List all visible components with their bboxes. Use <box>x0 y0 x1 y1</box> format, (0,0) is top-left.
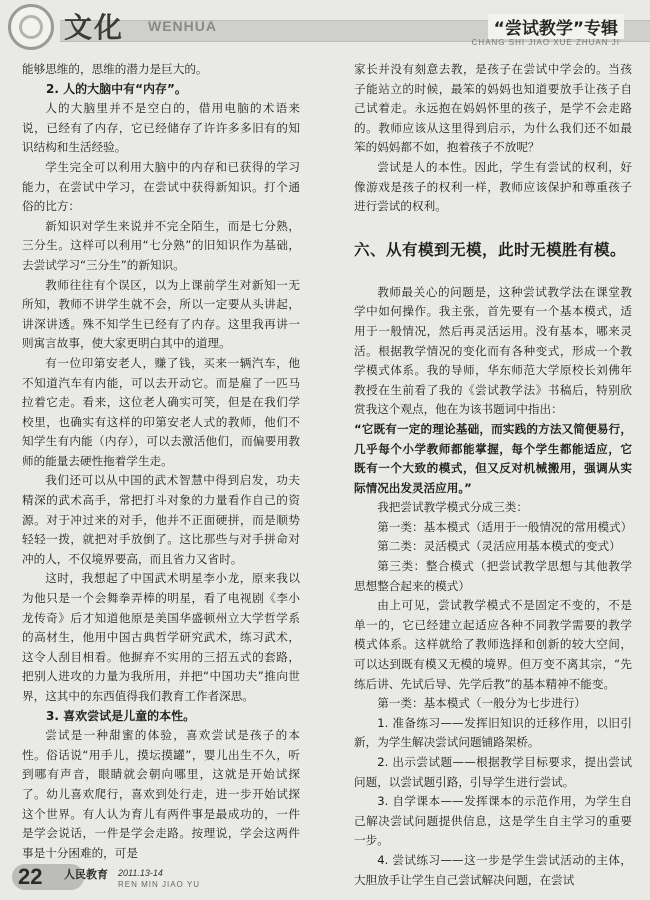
step-item: 3. 自学课本——发挥课本的示范作用，为学生自己解决尝试问题提供信息，这是学生自主学习的重要一步。 <box>354 794 632 848</box>
page-footer <box>0 856 650 900</box>
step-item: 1. 准备练习——发挥旧知识的迁移作用，以旧引新，为学生解决尝试问题铺路架桥。 <box>354 715 632 750</box>
special-issue-title: “尝试教学”专辑 <box>488 14 624 39</box>
page-header <box>0 0 650 62</box>
paragraph: 第一类：基本模式（一般分为七步进行） <box>377 696 586 711</box>
column-title: 文化 <box>64 11 125 44</box>
magazine-pinyin: REN MIN JIAO YU <box>118 880 200 889</box>
column-logo-icon <box>8 4 54 50</box>
quotation: “它既有一定的理论基础，而实践的方法又简便易行，几乎每个小学教师都能掌握，每个学生都能适应，它既有一个大致的模式，但又反对机械搬用，强调从实际情况出发灵活应用。” <box>354 421 632 495</box>
page-number: 22 <box>18 864 43 889</box>
paragraph: 教师往往有个误区，以为上课前学生对新知一无所知，教师不讲学生就不会，所以一定要从头讲起，讲深讲透。殊不知学生已经有了内存。这里我再讲一则寓言故事，使大家更明白其中的道理。 <box>22 277 300 351</box>
section-heading: 六、从有模到无模，此时无模胜有模。 <box>354 240 627 259</box>
issue-number: 2011.13-14 <box>118 868 163 878</box>
special-issue-pinyin: CHANG SHI JIAO XUE ZHUAN JI <box>471 38 620 47</box>
column-title-en: WENHUA <box>148 18 217 34</box>
paragraph: 新知识对学生来说并不完全陌生，而是七分熟，三分生。这样可以利用“七分熟”的旧知识作为基础，去尝试学习“三分生”的新知识。 <box>22 218 300 272</box>
paragraph: 我们还可以从中国的武术智慧中得到启发，功夫精深的武术高手，常把打斗对象的力量看作自己的资源。对于冲过来的对手，他并不正面硬拼，而是顺势轻轻一拨，就把对手放倒了。这比那些与对手拼命对冲的人，不仅境界要高，而且省力又省时。 <box>22 473 300 566</box>
paragraph: 第三类：整合模式（把尝试教学思想与其他教学思想整合起来的模式） <box>354 559 632 593</box>
subheading: 2. 人的大脑中有“内存”。 <box>46 81 187 96</box>
paragraph: 有一位印第安老人，赚了钱，买来一辆汽车，他不知道汽车有内能，可以去开动它。而是雇了一匹马拉着它走。看来，这位老人确实可笑，但是在我们学校里，也确实有这样的印第安老人式的教师，他们不知学生有内能（内存），可以去激活他们，而偏要用教师的能量去硬性拖着学生走。 <box>22 355 300 468</box>
paragraph: 人的大脑里并不是空白的，借用电脑的术语来说，已经有了内存，它已经储存了许许多多旧有的知识结构和生活经验。 <box>22 101 300 155</box>
paragraph: 教师最关心的问题是，这种尝试教学法在课堂教学中如何操作。我主张，首先要有一个基本模式，适用于一般情况，然后再灵活运用。没有基本，哪来灵活。根据教学情况的变化而有各种变式，形成一个教学模式体系。我的导师，华东师范大学原校长刘佛年教授在生前看了我的《尝试教学法》书稿后，特别欣赏我这个观点，他在为该书题词中指出： <box>354 284 632 417</box>
paragraph: 第二类：灵活模式（灵活应用基本模式的变式） <box>377 539 621 554</box>
right-column <box>354 60 632 890</box>
paragraph: 尝试是人的本性。因此，学生有尝试的权利，好像游戏是孩子的权利一样，教师应该保护和尊重孩子进行尝试的权利。 <box>354 159 632 214</box>
paragraph: 能够思维的，思维的潜力是巨大的。 <box>22 62 208 76</box>
paragraph: 我把尝试教学模式分成三类： <box>377 500 528 515</box>
step-item: 4. 尝试练习——这一步是学生尝试活动的主体，大胆放手让学生自己尝试解决问题，在尝试 <box>354 852 632 887</box>
paragraph: 第一类：基本模式（适用于一般情况的常用模式） <box>377 519 633 534</box>
subheading: 3. 喜欢尝试是儿童的本性。 <box>46 708 196 723</box>
paragraph: 由上可见，尝试教学模式不是固定不变的，不是单一的，它已经建立起适应各种不同教学需要的教学模式体系。这样就给了教师选择和创新的较大空间，可以达到既有模又无模的境界。但万变不离其宗，“先练后讲、先试后导、先学后教”的基本精神不能变。 <box>354 598 632 691</box>
paragraph: 家长并没有刻意去教，是孩子在尝试中学会的。当孩子能站立的时候，最笨的妈妈也知道要放手让孩子自己试着走。永远抱在妈妈怀里的孩子，是学不会走路的。教师应该从这里得到启示，为什么我们还不如最笨的妈妈都不如，抱着孩子不放呢？ <box>354 62 632 155</box>
paragraph: 学生完全可以利用大脑中的内存和已获得的学习能力，在尝试中学习，在尝试中获得新知识。打个通俗的比方： <box>22 159 300 214</box>
left-column <box>22 60 300 863</box>
step-item: 2. 出示尝试题——根据教学目标要求，提出尝试问题，以尝试题引路，引导学生进行尝试。 <box>354 755 632 789</box>
magazine-name: 人民教育 <box>64 868 108 881</box>
paragraph: 这时，我想起了中国武术明星李小龙，原来我以为他只是一个会舞拳弄棒的明星，看了电视剧《李小龙传奇》后才知道他原是美国华盛顿州立大学哲学系的高材生，他用中国古典哲学研究武术，练习武术，这令人刮目相看。他摒弃不实用的三招五式的套路，把别人进攻的力量为我所用，并把“中国功夫”推向世界，这其中的东西值得我们教育工作者深思。 <box>22 571 300 703</box>
paragraph: 尝试是一种甜蜜的体验，喜欢尝试是孩子的本性。俗话说“用手儿，摸坛摸罐”，婴儿出生不久，听到哪有声音，眼睛就会朝向哪里，这就是开始试探了。幼儿喜欢爬行，喜欢到处行走，进一步开始试探这个世界。有人认为育儿有两件事是最成功的，一件是学会说话，一件是学会走路。按理说，学会这两件事是十分困难的，可是 <box>22 728 300 860</box>
